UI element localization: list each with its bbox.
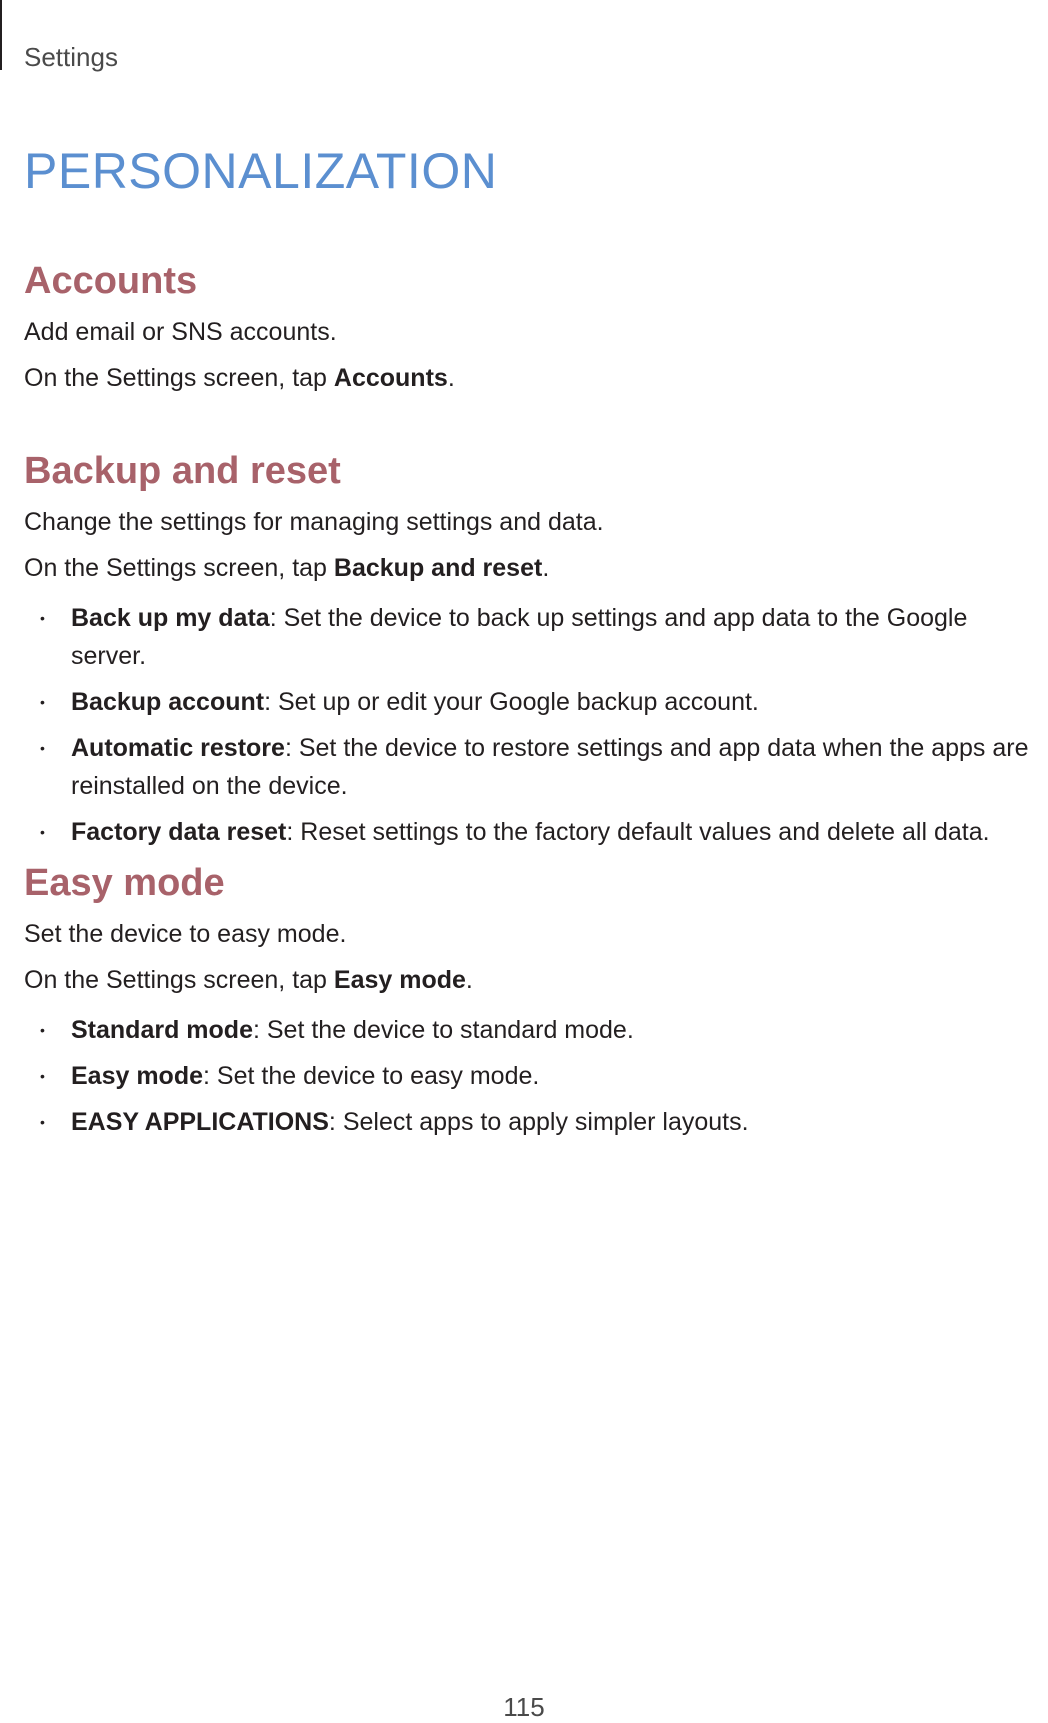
- tap-prefix: On the Settings screen, tap: [24, 364, 334, 392]
- option-list: [24, 1011, 1034, 1141]
- list-item: [24, 1011, 1034, 1049]
- bullet-icon: •: [40, 1022, 45, 1038]
- option-text: : Set the device to back up settings and app data to the Google server.: [71, 604, 968, 670]
- list-item: [24, 813, 1034, 851]
- section-description: Add email or SNS accounts.: [24, 318, 337, 346]
- bullet-icon: •: [40, 740, 45, 756]
- option-text: : Select apps to apply simpler layouts.: [328, 1108, 749, 1136]
- section-easy-mode: [24, 862, 1034, 1149]
- page-number: 115: [503, 1692, 545, 1722]
- section-description: Set the device to easy mode.: [24, 920, 347, 948]
- tap-target: Backup and reset: [333, 554, 543, 582]
- option-text: : Reset settings to the factory default values and delete all data.: [286, 818, 990, 846]
- option-text: : Set the device to easy mode.: [203, 1062, 540, 1090]
- list-item: [24, 1057, 1034, 1095]
- section-accounts: [24, 260, 1034, 409]
- section-heading: Backup and reset: [24, 450, 341, 492]
- section-backup-and-reset: [24, 450, 1034, 859]
- list-item: [24, 729, 1034, 805]
- option-text: : Set the device to restore settings and app data when the apps are reinstalled on the device.: [71, 734, 1029, 800]
- option-list: [24, 599, 1034, 851]
- list-item: [24, 599, 1034, 675]
- tap-instruction: [24, 553, 1034, 583]
- bullet-icon: •: [40, 610, 45, 626]
- option-text: : Set up or edit your Google backup account.: [264, 688, 759, 716]
- bullet-icon: •: [40, 1114, 45, 1130]
- header-rule: [0, 0, 2, 70]
- bullet-icon: •: [40, 694, 45, 710]
- tap-instruction: [24, 363, 1034, 393]
- tap-suffix: .: [447, 364, 455, 392]
- running-header: Settings: [24, 42, 118, 72]
- tap-target: Accounts: [333, 364, 448, 392]
- tap-instruction: [24, 965, 1034, 995]
- tap-suffix: .: [542, 554, 550, 582]
- section-heading: Accounts: [24, 260, 198, 302]
- option-term: Back up my data: [71, 604, 270, 632]
- option-term: EASY APPLICATIONS: [71, 1108, 329, 1136]
- option-term: Standard mode: [71, 1016, 253, 1044]
- tap-prefix: On the Settings screen, tap: [24, 966, 334, 994]
- bullet-icon: •: [40, 1068, 45, 1084]
- tap-suffix: .: [465, 966, 473, 994]
- section-heading: Easy mode: [24, 862, 225, 904]
- tap-target: Easy mode: [333, 966, 466, 994]
- option-term: Automatic restore: [71, 734, 285, 762]
- tap-prefix: On the Settings screen, tap: [24, 554, 334, 582]
- chapter-title: PERSONALIZATION: [24, 143, 498, 199]
- option-text: : Set the device to standard mode.: [252, 1016, 634, 1044]
- list-item: [24, 683, 1034, 721]
- bullet-icon: •: [40, 824, 45, 840]
- list-item: [24, 1103, 1034, 1141]
- section-description: Change the settings for managing settings and data.: [24, 508, 604, 536]
- option-term: Easy mode: [71, 1062, 204, 1090]
- option-term: Factory data reset: [71, 818, 287, 846]
- option-term: Backup account: [71, 688, 265, 716]
